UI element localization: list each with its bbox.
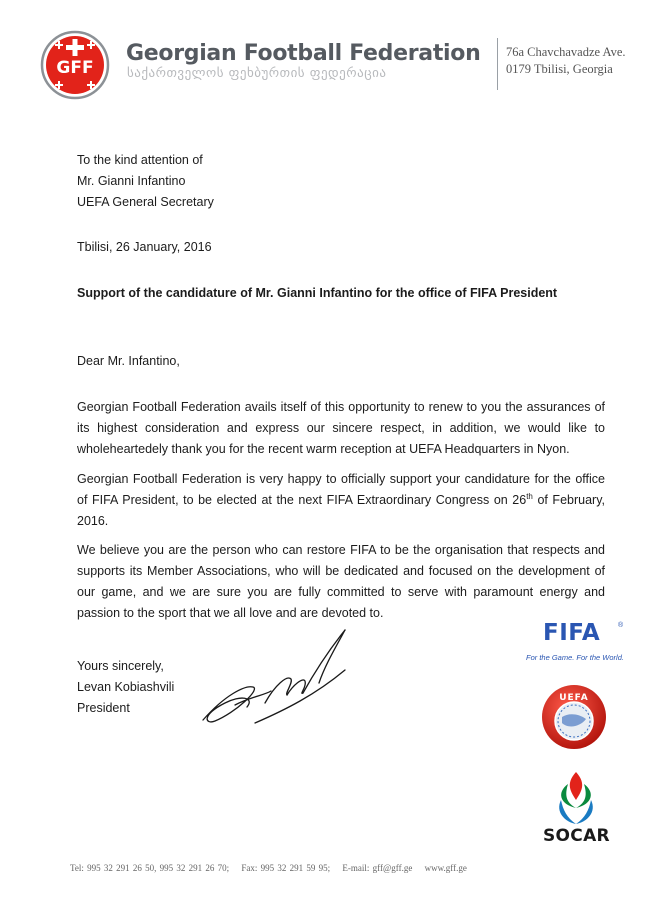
address-line1: 76a Chavchavadze Ave. [506,45,626,59]
date-line: Tbilisi, 26 January, 2016 [77,240,212,254]
uefa-logo [540,683,608,751]
footer-contact [70,863,476,873]
fifa-tagline: For the Game. For the World. [526,653,624,662]
closing-block [77,656,174,719]
logo-text: GFF [56,58,94,78]
paragraph-3: We believe you are the person who can restore FIFA to be the organisation that respects and supports its Member Associations, who will be dedicated and focused on the development of our game, and we are sure you are fully committed to serve with paramount energy and passion to the sport that we all love and are devoted to. [77,543,605,620]
recipient-name: Mr. Gianni Infantino [77,174,186,188]
paragraph-2-text-end: of February, 2016. [77,493,605,528]
footer-fax: Fax: 995 32 291 59 95; [241,863,331,873]
footer-tel: Tel: 995 32 291 26 50, 995 32 291 26 70; [70,863,230,873]
handwritten-signature [195,625,360,735]
valediction: Yours sincerely, [77,659,164,673]
fifa-logo [526,616,630,664]
paragraph-2 [77,469,605,532]
header-divider [497,38,498,90]
uefa-wordmark: UEFA [559,693,589,703]
org-name: Georgian Football Federation [126,41,481,66]
subject-line: Support of the candidature of Mr. Gianni Infantino for the office of FIFA President [77,286,558,300]
salutation: Dear Mr. Infantino, [77,354,180,368]
address-line2: 0179 Tbilisi, Georgia [506,62,613,76]
recipient-title: UEFA General Secretary [77,195,214,209]
paragraph-2-text: Georgian Football Federation is very happy to officially support your candidature for the office of FIFA President, to be elected at the next FIFA Extraordinary Congress on 26 [77,472,605,507]
paragraph-1: Georgian Football Federation avails itself of this opportunity to renew to you the assurances of its highest consideration and express our sincere respect, in addition, we would like to wholeheartedely thank you for the recent warm reception at UEFA Headquarters in Nyon. [77,400,605,456]
address [506,44,626,78]
registered-mark: ® [618,622,624,629]
recipient-line1: To the kind attention of [77,153,203,167]
socar-logo [543,770,609,846]
gff-logo [40,30,110,100]
recipient-block [77,150,214,213]
footer-email[interactable]: E-mail: gff@gff.ge [342,863,413,873]
fifa-wordmark: FIFA [543,620,601,646]
socar-wordmark: SOCAR [543,826,610,846]
org-name-georgian: საქართველოს ფეხბურთის ფედერაცია [127,66,387,81]
signatory-name: Levan Kobiashvili [77,680,175,694]
footer-web[interactable]: www.gff.ge [424,863,467,873]
signatory-title: President [77,701,130,715]
ordinal-suffix: th [526,491,533,501]
